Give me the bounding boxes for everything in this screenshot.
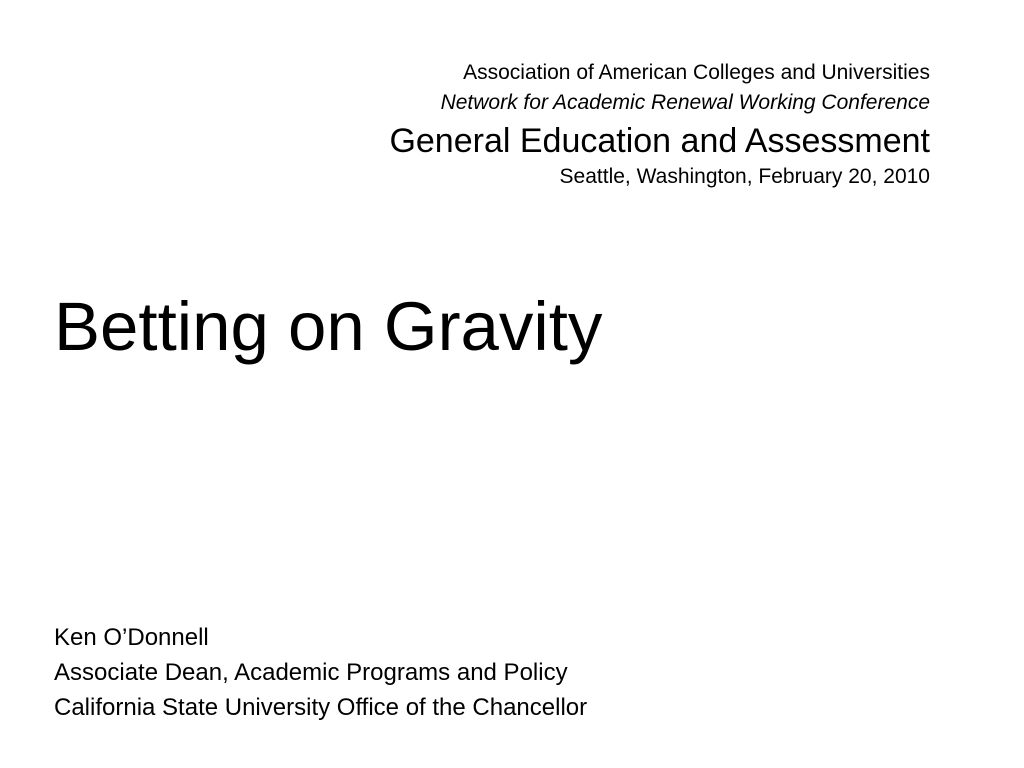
presenter-block <box>54 620 587 725</box>
presenter-affiliation: California State University Office of the Chancellor <box>54 694 588 721</box>
presenter-position: Associate Dean, Academic Programs and Policy <box>54 659 568 686</box>
location-date: Seattle, Washington, February 20, 2010 <box>559 165 930 188</box>
conference-title: General Education and Assessment <box>389 122 930 160</box>
presenter-name: Ken O’Donnell <box>54 624 209 651</box>
slide-title: Betting on Gravity <box>54 288 603 365</box>
organization-name: Association of American Colleges and Universities <box>463 61 930 84</box>
network-conference-name: Network for Academic Renewal Working Conference <box>440 91 930 114</box>
conference-header <box>130 58 930 191</box>
